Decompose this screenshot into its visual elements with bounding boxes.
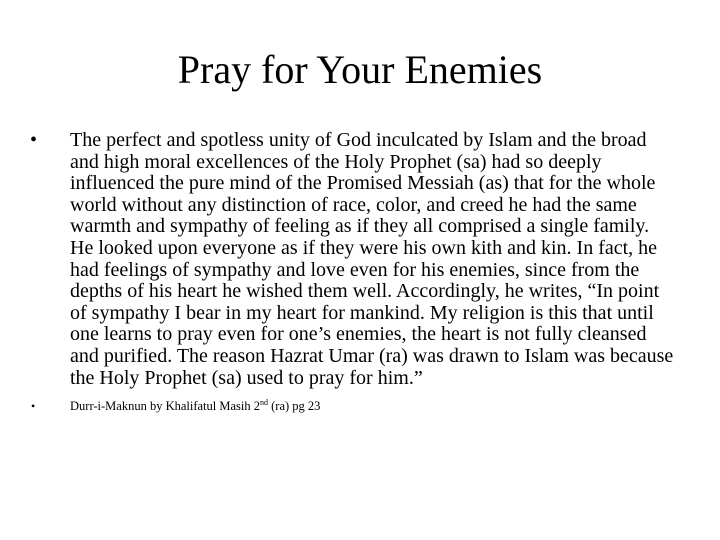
text-line: warmth and sympathy of feeling as if they all comprised a single family.: [70, 215, 650, 238]
source-reference: [70, 398, 320, 414]
text-line: He looked upon everyone as if they were his own kith and kin. In fact, he: [70, 236, 658, 259]
text-line: influenced the pure mind of the Promised Messiah (as) that for the whole: [70, 172, 656, 195]
text-line: and purified. The reason Hazrat Umar (ra) was drawn to Islam was because: [70, 344, 674, 367]
text-line: world without any distinction of race, color, and creed he had the same: [70, 193, 637, 216]
ref-sup: nd: [260, 397, 268, 407]
text-line: the Holy Prophet (sa) used to pray for him.”: [70, 366, 423, 389]
slide-title: Pray for Your Enemies: [177, 47, 543, 92]
text-line: of sympathy I bear in my heart for mankind. My religion is this that until: [70, 301, 654, 324]
text-line: and high moral excellences of the Holy Prophet (sa) had so deeply: [70, 150, 602, 173]
quote-paragraph: [70, 130, 673, 389]
text-line: had feelings of sympathy and love even for his enemies, since from the: [70, 258, 640, 281]
text-line: The perfect and spotless unity of God inculcated by Islam and the broad: [70, 129, 647, 151]
bullet-icon: •: [31, 399, 36, 413]
text-line: depths of his heart he wished them well. Accordingly, he writes, “In point: [70, 280, 660, 303]
text-line: one learns to pray even for one’s enemies, the heart is not fully cleansed: [70, 323, 647, 346]
ref-prefix: Durr-i-Maknun by Khalifatul Masih 2: [70, 399, 260, 413]
ref-suffix: (ra) pg 23: [268, 399, 321, 413]
bullet-icon: •: [30, 129, 38, 151]
